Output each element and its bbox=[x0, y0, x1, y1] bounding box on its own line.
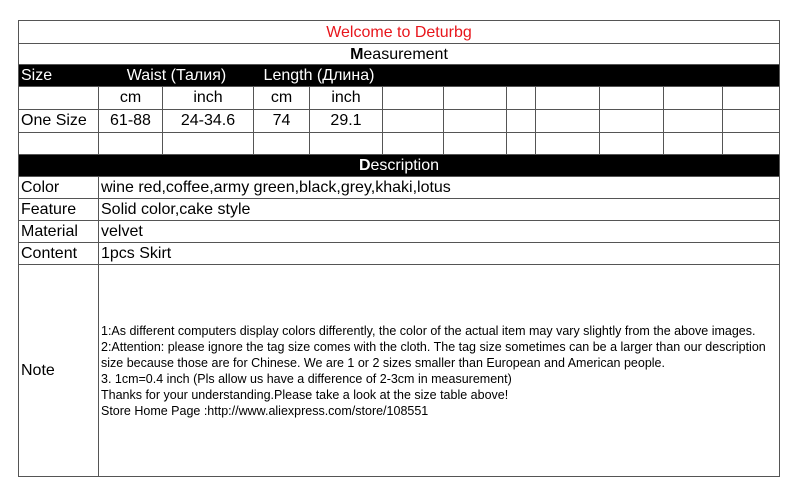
content-value: 1pcs Skirt bbox=[101, 244, 172, 262]
description-section-header bbox=[19, 155, 779, 177]
empty-cell bbox=[664, 87, 723, 109]
empty-cell bbox=[723, 133, 781, 154]
feature-value: Solid color,cake style bbox=[101, 200, 251, 218]
empty-cell bbox=[444, 87, 507, 109]
title-row bbox=[19, 21, 779, 44]
note-content bbox=[99, 265, 781, 476]
length-inch-unit: inch bbox=[310, 87, 383, 109]
waist-cm-value: 61-88 bbox=[99, 110, 163, 132]
measurement-heading bbox=[19, 44, 779, 65]
store-welcome-title: Welcome to Deturbg bbox=[326, 24, 472, 41]
waist-inch-value: 24-34.6 bbox=[163, 110, 254, 132]
empty-cell bbox=[723, 110, 781, 132]
product-spec-sheet bbox=[18, 20, 780, 477]
units-row bbox=[19, 87, 779, 110]
measurement-heading-rest: easurement bbox=[363, 46, 448, 63]
description-row-color bbox=[19, 177, 779, 199]
empty-cell bbox=[664, 110, 723, 132]
units-row-blank bbox=[19, 87, 99, 109]
note-line: 2:Attention: please ignore the tag size comes with the cloth. The tag size sometimes can be a larger than our description size because those are for Chinese. We are 1 or 2 sizes smaller than European and American people. bbox=[101, 339, 766, 370]
empty-cell bbox=[99, 133, 163, 154]
store-home-page-link: Store Home Page :http://www.aliexpress.com/store/108551 bbox=[101, 403, 429, 418]
empty-measurement-row bbox=[19, 133, 779, 155]
empty-cell bbox=[507, 110, 536, 132]
empty-cell bbox=[664, 133, 723, 154]
measurement-column-header bbox=[19, 65, 779, 87]
measurement-section-header bbox=[19, 44, 779, 65]
size-column-header: Size bbox=[21, 66, 53, 84]
empty-cell bbox=[600, 87, 664, 109]
empty-cell bbox=[383, 87, 444, 109]
empty-cell bbox=[444, 133, 507, 154]
waist-cm-unit: cm bbox=[99, 87, 163, 109]
note-text-block bbox=[101, 323, 777, 419]
empty-cell bbox=[383, 110, 444, 132]
measurement-heading-lead: M bbox=[350, 46, 364, 63]
color-value: wine red,coffee,army green,black,grey,khaki,lotus bbox=[101, 178, 451, 196]
empty-cell bbox=[536, 87, 600, 109]
empty-cell bbox=[310, 133, 383, 154]
waist-inch-unit: inch bbox=[163, 87, 254, 109]
empty-cell bbox=[536, 110, 600, 132]
note-line: 3. 1cm=0.4 inch (Pls allow us have a difference of 2-3cm in measurement) bbox=[101, 371, 512, 386]
color-label: Color bbox=[19, 177, 99, 198]
material-label: Material bbox=[19, 221, 99, 242]
waist-column-header: Waist (Талия) bbox=[126, 66, 227, 84]
content-label: Content bbox=[19, 243, 99, 264]
description-row-content bbox=[19, 243, 779, 265]
empty-cell bbox=[254, 133, 310, 154]
empty-cell bbox=[536, 133, 600, 154]
note-line: 1:As different computers display colors differently, the color of the actual item may vary slightly from the above images. bbox=[101, 323, 756, 338]
feature-label: Feature bbox=[19, 199, 99, 220]
size-name: One Size bbox=[19, 110, 99, 132]
length-cm-value: 74 bbox=[254, 110, 310, 132]
material-value: velvet bbox=[101, 222, 143, 240]
empty-cell bbox=[600, 110, 664, 132]
description-heading-rest: escription bbox=[370, 157, 440, 174]
size-row bbox=[19, 110, 779, 133]
empty-cell bbox=[507, 133, 536, 154]
empty-cell bbox=[163, 133, 254, 154]
description-row-material bbox=[19, 221, 779, 243]
description-row-note bbox=[19, 265, 779, 476]
empty-cell bbox=[444, 110, 507, 132]
empty-cell bbox=[507, 87, 536, 109]
note-label: Note bbox=[19, 265, 99, 476]
length-column-header: Length (Длина) bbox=[263, 66, 375, 84]
description-row-feature bbox=[19, 199, 779, 221]
empty-cell bbox=[383, 133, 444, 154]
empty-cell bbox=[600, 133, 664, 154]
note-line: Thanks for your understanding.Please take a look at the size table above! bbox=[101, 387, 509, 402]
empty-cell bbox=[723, 87, 781, 109]
length-cm-unit: cm bbox=[254, 87, 310, 109]
description-heading-lead: D bbox=[358, 157, 371, 174]
empty-cell bbox=[19, 133, 99, 154]
description-heading bbox=[19, 155, 779, 177]
length-inch-value: 29.1 bbox=[310, 110, 383, 132]
